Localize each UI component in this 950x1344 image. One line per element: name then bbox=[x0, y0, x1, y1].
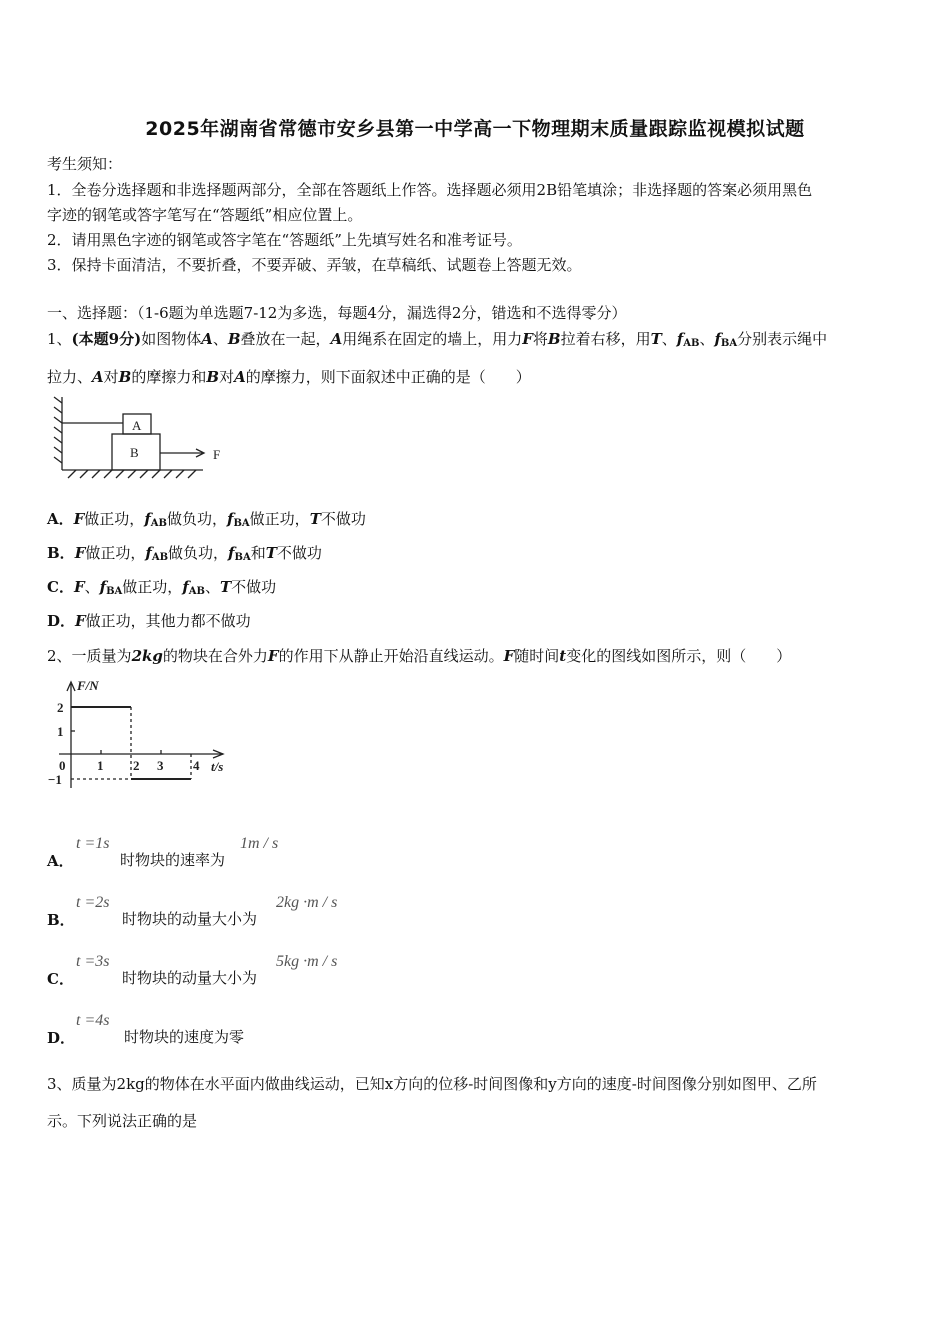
q3-stem-line1: 3、质量为2kg的物体在水平面内做曲线运动，已知x方向的位移-时间图像和y方向的速度-时间图像分别如图甲、乙所 bbox=[47, 1075, 817, 1093]
q2-option-b-value: 2kg ·m / s bbox=[276, 894, 338, 911]
option-letter: B． bbox=[47, 544, 75, 562]
option-letter: D． bbox=[47, 612, 76, 630]
q1-text: 、 bbox=[212, 330, 228, 348]
q2-option-c-value: 5kg ·m / s bbox=[276, 953, 338, 970]
q2-option-a-value: 1m / s bbox=[240, 835, 279, 852]
q2-option-c-letter[interactable] bbox=[47, 968, 74, 989]
q2-mass: 2kg bbox=[131, 647, 163, 665]
q1-sub: BA bbox=[234, 552, 251, 563]
q1-var: T bbox=[650, 330, 662, 348]
x-tick-4: 4 bbox=[193, 758, 200, 773]
x-tick-1: 1 bbox=[97, 758, 104, 773]
q1-var: A bbox=[330, 330, 343, 348]
q3-stem-line2: 示。下列说法正确的是 bbox=[47, 1112, 198, 1130]
option-text: 不做功 bbox=[320, 510, 366, 528]
q2-text: 一质量为 bbox=[71, 647, 132, 665]
y-tick-2: 2 bbox=[57, 700, 64, 715]
q2-text: 随时间 bbox=[514, 647, 560, 665]
q1-var: f bbox=[227, 510, 234, 528]
q1-var: B bbox=[118, 368, 132, 386]
q1-text: 拉力、 bbox=[47, 368, 93, 386]
q1-text: 、 bbox=[699, 330, 715, 348]
q1-text: 如图物体 bbox=[141, 330, 202, 348]
notice-item-1-cont: 字迹的钢笔或答字笔写在“答题纸”相应位置上。 bbox=[47, 206, 363, 224]
q1-var: f bbox=[676, 330, 684, 348]
q2-option-c-text: 时物块的动量大小为 bbox=[122, 969, 258, 987]
q1-text: 分别表示绳中 bbox=[737, 330, 828, 348]
option-letter: D． bbox=[47, 1029, 76, 1047]
q1-var: A bbox=[201, 330, 213, 348]
q1-var: T bbox=[220, 578, 232, 596]
q1-text: 拉着右移，用 bbox=[560, 330, 651, 348]
option-text: 做正功，其他力都不做功 bbox=[85, 612, 251, 630]
option-text: 做正功， bbox=[122, 578, 183, 596]
q1-var: F bbox=[74, 544, 86, 562]
q2-option-a-letter[interactable] bbox=[47, 850, 74, 871]
q1-var: F bbox=[522, 330, 533, 348]
option-letter: C． bbox=[47, 578, 74, 596]
q1-option-d[interactable] bbox=[47, 610, 251, 631]
q2-text: 变化的图线如图所示，则（ ） bbox=[566, 647, 792, 665]
q1-text: 对 bbox=[103, 368, 119, 386]
q1-stem-line2 bbox=[47, 366, 531, 387]
notice-item-2: 2．请用黑色字迹的钢笔或答字笔在“答题纸”上先填写姓名和准考证号。 bbox=[47, 231, 522, 249]
q1-var: B bbox=[227, 330, 241, 348]
q2-text: 的物块在合外力 bbox=[162, 647, 268, 665]
option-text: 不做功 bbox=[231, 578, 277, 596]
label-f: F bbox=[213, 447, 221, 462]
y-tick-1: 1 bbox=[57, 724, 64, 739]
q1-var: f bbox=[714, 330, 721, 348]
q1-sub: AB bbox=[683, 338, 700, 349]
q1-var: f bbox=[144, 510, 151, 528]
q1-var: T bbox=[265, 544, 277, 562]
q2-option-c-time: t =3s bbox=[76, 953, 110, 970]
q2-option-b-time: t =2s bbox=[76, 894, 110, 911]
q2-option-d-time: t =4s bbox=[76, 1012, 110, 1029]
q1-var: f bbox=[99, 578, 107, 596]
q2-graph bbox=[45, 676, 235, 796]
q1-option-c[interactable] bbox=[47, 576, 276, 597]
q2-var: t bbox=[559, 647, 567, 665]
option-text: 、 bbox=[84, 578, 100, 596]
q1-text: 、 bbox=[661, 330, 677, 348]
option-text: 做负功， bbox=[166, 510, 227, 528]
q1-sub: BA bbox=[233, 518, 250, 529]
q1-var: A bbox=[92, 368, 104, 386]
q1-num: 1、 bbox=[47, 330, 72, 348]
q1-score: (本题9分) bbox=[71, 330, 142, 348]
notice-item-1: 1．全卷分选择题和非选择题两部分，全部在答题纸上作答。选择题必须用2B铅笔填涂；非选择题的答案必须用黑色 bbox=[47, 181, 813, 199]
q2-text: 的作用下从静止开始沿直线运动。 bbox=[278, 647, 504, 665]
option-letter: C． bbox=[47, 970, 74, 988]
q1-option-b[interactable] bbox=[47, 542, 322, 563]
label-b: B bbox=[130, 445, 139, 460]
q1-var: f bbox=[145, 544, 152, 562]
q1-option-a[interactable] bbox=[47, 508, 366, 529]
x-tick-3: 3 bbox=[157, 758, 164, 773]
x-axis-label: t/s bbox=[211, 759, 224, 774]
label-a: A bbox=[132, 418, 142, 433]
page-title: 2025年湖南省常德市安乡县第一中学高一下物理期末质量跟踪监视模拟试题 bbox=[145, 118, 805, 140]
q1-var: B bbox=[206, 368, 220, 386]
y-tick-neg1: −1 bbox=[48, 772, 62, 787]
q1-text: 的摩擦力，则下面叙述中正确的是（ ） bbox=[245, 368, 531, 386]
option-text: 做负功， bbox=[168, 544, 229, 562]
x-tick-2: 2 bbox=[133, 758, 140, 773]
q2-option-b-letter[interactable] bbox=[47, 909, 75, 930]
q1-var: A bbox=[234, 368, 246, 386]
q1-text: 用绳系在固定的墙上，用力 bbox=[342, 330, 523, 348]
q1-text: 叠放在一起， bbox=[240, 330, 331, 348]
q1-text: 的摩擦力和 bbox=[131, 368, 207, 386]
q2-option-a-text: 时物块的速率为 bbox=[120, 851, 226, 869]
section-heading: 一、选择题：（1-6题为单选题7-12为多选，每题4分，漏选得2分，错选和不选得零分） bbox=[47, 304, 627, 322]
q1-var: T bbox=[309, 510, 321, 528]
option-text: 做正功， bbox=[249, 510, 310, 528]
q1-sub: BA bbox=[106, 586, 123, 597]
q2-num: 2、 bbox=[47, 647, 72, 665]
q1-figure bbox=[48, 395, 238, 480]
q1-sub: AB bbox=[188, 586, 205, 597]
q1-var: f bbox=[182, 578, 189, 596]
q2-var: F bbox=[503, 647, 515, 665]
option-text: 不做功 bbox=[276, 544, 322, 562]
option-letter: A． bbox=[47, 510, 74, 528]
q2-stem bbox=[47, 645, 791, 666]
q1-var: F bbox=[73, 510, 85, 528]
q1-var: F bbox=[75, 612, 86, 630]
y-tick-0: 0 bbox=[59, 758, 66, 773]
option-text: 做正功， bbox=[84, 510, 145, 528]
option-text: 、 bbox=[204, 578, 220, 596]
option-letter: B． bbox=[47, 911, 75, 929]
q2-var: F bbox=[267, 647, 279, 665]
q1-text: 将 bbox=[532, 330, 548, 348]
q1-sub: AB bbox=[150, 518, 167, 529]
q1-var: f bbox=[228, 544, 235, 562]
q2-option-d-text: 时物块的速度为零 bbox=[124, 1028, 245, 1046]
q2-option-a-time: t =1s bbox=[76, 835, 110, 852]
q1-var: B bbox=[547, 330, 561, 348]
q1-stem-line1 bbox=[47, 328, 827, 349]
q1-var: F bbox=[73, 578, 85, 596]
q1-text: 对 bbox=[219, 368, 235, 386]
q2-option-b-text: 时物块的动量大小为 bbox=[122, 910, 258, 928]
notice-heading: 考生须知： bbox=[47, 155, 123, 173]
q1-sub: BA bbox=[720, 338, 738, 349]
q2-option-d-letter[interactable] bbox=[47, 1027, 75, 1048]
option-text: 做正功， bbox=[85, 544, 146, 562]
q1-sub: AB bbox=[151, 552, 169, 563]
y-axis-label: F/N bbox=[77, 678, 99, 693]
notice-item-3: 3．保持卡面清洁，不要折叠，不要弄破、弄皱，在草稿纸、试题卷上答题无效。 bbox=[47, 256, 582, 274]
option-letter: A． bbox=[47, 852, 74, 870]
option-text: 和 bbox=[250, 544, 266, 562]
